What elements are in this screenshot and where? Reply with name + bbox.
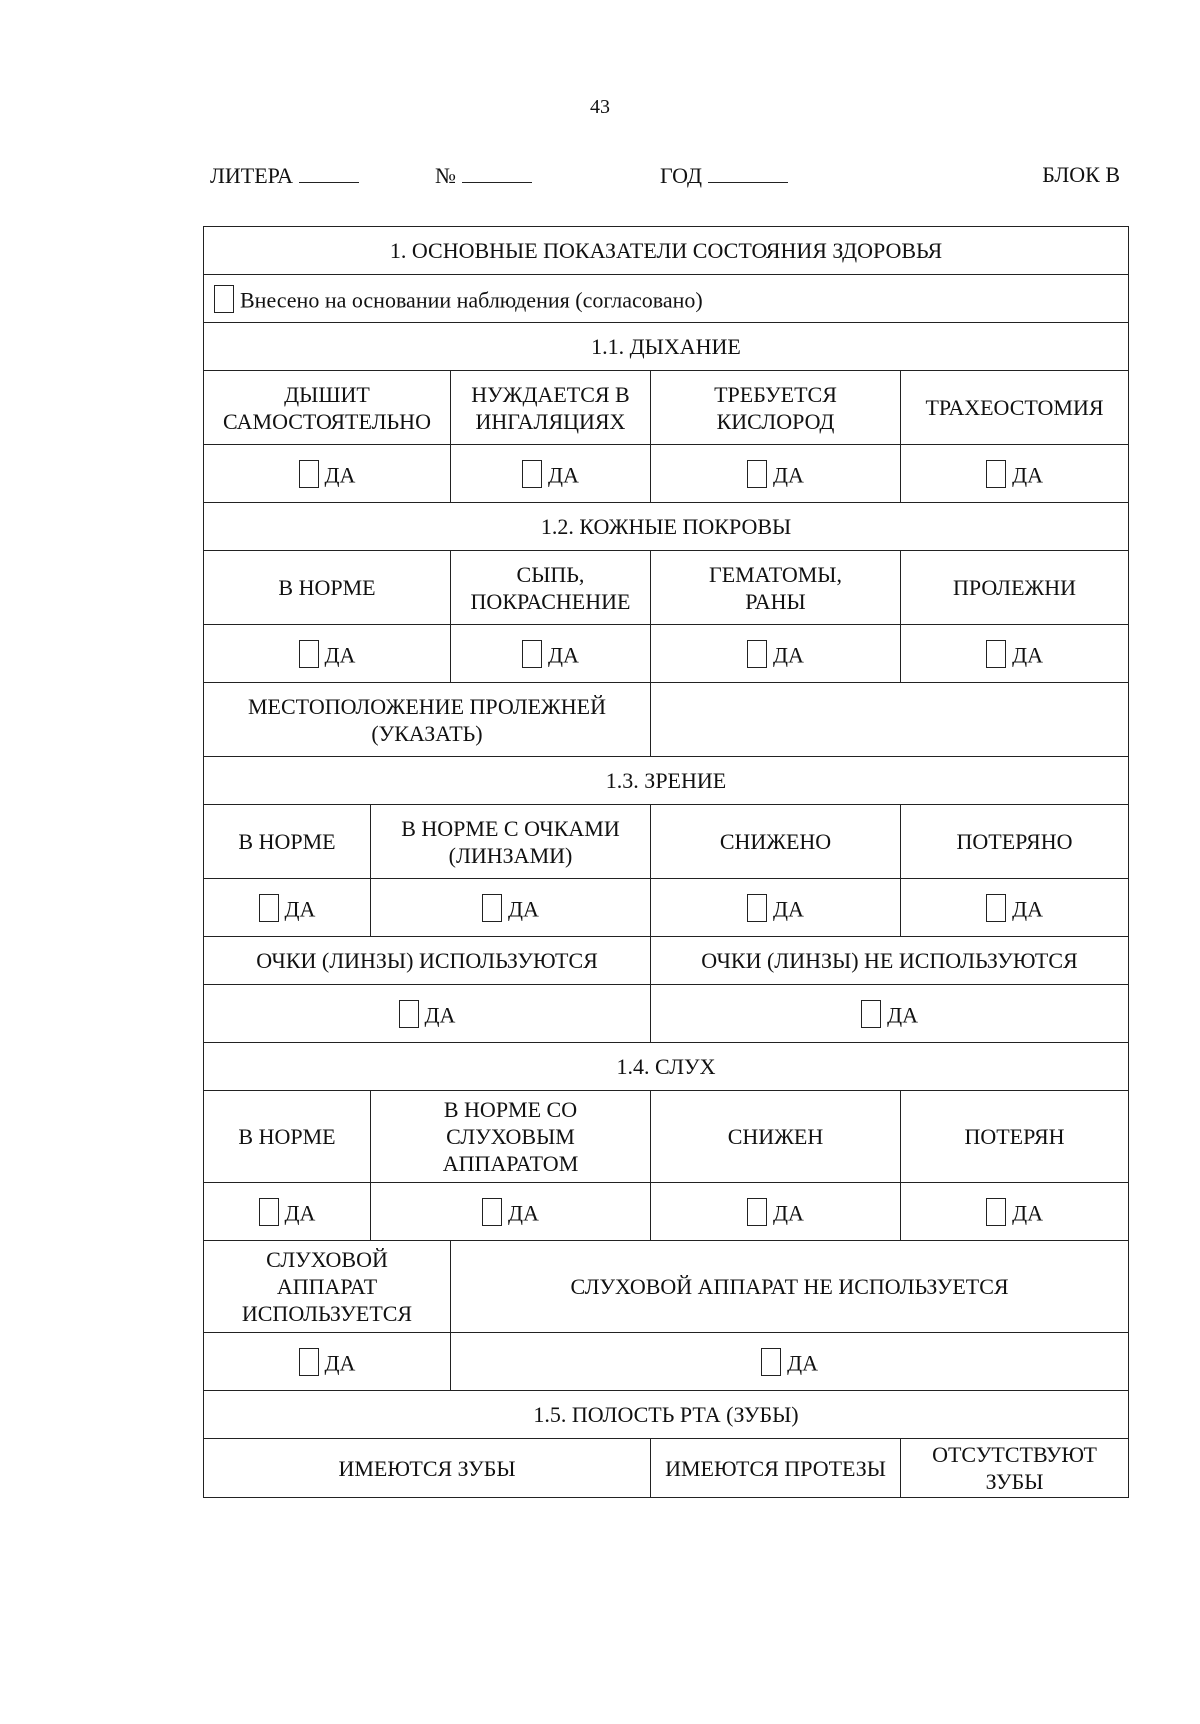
checkbox[interactable] [747, 640, 767, 668]
litera-label: ЛИТЕРА [210, 163, 293, 188]
hearing-option-reduced: СНИЖЕН [651, 1091, 901, 1183]
hearing-option-lost: ПОТЕРЯН [901, 1091, 1129, 1183]
checkbox[interactable] [482, 894, 502, 922]
checkbox[interactable] [747, 460, 767, 488]
breathing-oxygen-yes: ДА [651, 445, 901, 503]
checkbox[interactable] [986, 640, 1006, 668]
vision-lost-yes: ДА [901, 879, 1129, 937]
breathing-option-tracheostomy: ТРАХЕОСТОМИЯ [901, 371, 1129, 445]
breathing-option-inhalation: НУЖДАЕТСЯ В ИНГАЛЯЦИЯХ [451, 371, 651, 445]
hearing-section-title: 1.4. СЛУХ [204, 1043, 1129, 1091]
hearing-normal-yes: ДА [204, 1183, 371, 1241]
oral-option-no-teeth: ОТСУТСТВУЮТ ЗУБЫ [901, 1439, 1129, 1498]
hearing-aid-yes: ДА [371, 1183, 651, 1241]
checkbox[interactable] [299, 1348, 319, 1376]
number-label: № [435, 163, 456, 188]
checkbox[interactable] [522, 640, 542, 668]
breathing-section-title: 1.1. ДЫХАНИЕ [204, 323, 1129, 371]
skin-rash-yes: ДА [451, 625, 651, 683]
vision-glasses-yes: ДА [371, 879, 651, 937]
oral-option-teeth: ИМЕЮТСЯ ЗУБЫ [204, 1439, 651, 1498]
glasses-not-used-label: ОЧКИ (ЛИНЗЫ) НЕ ИСПОЛЬЗУЮТСЯ [651, 937, 1129, 985]
oral-section-title: 1.5. ПОЛОСТЬ РТА (ЗУБЫ) [204, 1391, 1129, 1439]
hearing-reduced-yes: ДА [651, 1183, 901, 1241]
number-field [435, 162, 532, 189]
hearing-option-aid: В НОРМЕ СО СЛУХОВЫМ АППАРАТОМ [371, 1091, 651, 1183]
checkbox[interactable] [522, 460, 542, 488]
checkbox[interactable] [747, 894, 767, 922]
year-blank[interactable] [708, 162, 788, 183]
skin-option-normal: В НОРМЕ [204, 551, 451, 625]
checkbox[interactable] [986, 460, 1006, 488]
glasses-used-label: ОЧКИ (ЛИНЗЫ) ИСПОЛЬЗУЮТСЯ [204, 937, 651, 985]
skin-option-bedsores: ПРОЛЕЖНИ [901, 551, 1129, 625]
glasses-used-yes: ДА [204, 985, 651, 1043]
oral-option-dentures: ИМЕЮТСЯ ПРОТЕЗЫ [651, 1439, 901, 1498]
breathing-inhalation-yes: ДА [451, 445, 651, 503]
litera-blank[interactable] [299, 162, 359, 183]
hearing-lost-yes: ДА [901, 1183, 1129, 1241]
checkbox[interactable] [986, 1198, 1006, 1226]
hearing-option-normal: В НОРМЕ [204, 1091, 371, 1183]
observation-checkbox[interactable] [214, 285, 234, 313]
skin-bedsores-yes: ДА [901, 625, 1129, 683]
block-label: БЛОК В [1042, 162, 1120, 187]
page-number: 43 [590, 96, 610, 118]
bedsore-location-input[interactable] [651, 683, 1129, 757]
breathing-tracheostomy-yes: ДА [901, 445, 1129, 503]
year-label: ГОД [660, 163, 702, 188]
vision-option-lost: ПОТЕРЯНО [901, 805, 1129, 879]
checkbox[interactable] [399, 1000, 419, 1028]
main-section-title: 1. ОСНОВНЫЕ ПОКАЗАТЕЛИ СОСТОЯНИЯ ЗДОРОВЬЯ [204, 227, 1129, 275]
vision-option-reduced: СНИЖЕНО [651, 805, 901, 879]
checkbox[interactable] [299, 460, 319, 488]
skin-bruises-yes: ДА [651, 625, 901, 683]
skin-option-bruises: ГЕМАТОМЫ, РАНЫ [651, 551, 901, 625]
hearing-aid-used-yes: ДА [204, 1333, 451, 1391]
vision-option-normal: В НОРМЕ [204, 805, 371, 879]
litera-field [210, 162, 359, 189]
form-header [210, 162, 1120, 192]
checkbox[interactable] [259, 1198, 279, 1226]
vision-reduced-yes: ДА [651, 879, 901, 937]
checkbox[interactable] [747, 1198, 767, 1226]
number-blank[interactable] [462, 162, 532, 183]
checkbox[interactable] [986, 894, 1006, 922]
hearing-aid-used-label: СЛУХОВОЙ АППАРАТ ИСПОЛЬЗУЕТСЯ [204, 1241, 451, 1333]
health-indicators-form [203, 226, 1129, 1498]
breathing-option-independent: ДЫШИТ САМОСТОЯТЕЛЬНО [204, 371, 451, 445]
checkbox[interactable] [482, 1198, 502, 1226]
skin-normal-yes: ДА [204, 625, 451, 683]
vision-normal-yes: ДА [204, 879, 371, 937]
skin-section-title: 1.2. КОЖНЫЕ ПОКРОВЫ [204, 503, 1129, 551]
checkbox[interactable] [761, 1348, 781, 1376]
glasses-not-used-yes: ДА [651, 985, 1129, 1043]
breathing-independent-yes: ДА [204, 445, 451, 503]
vision-option-glasses: В НОРМЕ С ОЧКАМИ (ЛИНЗАМИ) [371, 805, 651, 879]
checkbox[interactable] [861, 1000, 881, 1028]
checkbox[interactable] [259, 894, 279, 922]
skin-option-rash: СЫПЬ, ПОКРАСНЕНИЕ [451, 551, 651, 625]
vision-section-title: 1.3. ЗРЕНИЕ [204, 757, 1129, 805]
hearing-aid-not-used-label: СЛУХОВОЙ АППАРАТ НЕ ИСПОЛЬЗУЕТСЯ [451, 1241, 1129, 1333]
breathing-option-oxygen: ТРЕБУЕТСЯ КИСЛОРОД [651, 371, 901, 445]
checkbox[interactable] [299, 640, 319, 668]
observation-note-row [204, 275, 1129, 323]
bedsore-location-label: МЕСТОПОЛОЖЕНИЕ ПРОЛЕЖНЕЙ (УКАЗАТЬ) [204, 683, 651, 757]
year-field [660, 162, 788, 189]
observation-note: Внесено на основании наблюдения (согласовано) [240, 286, 703, 312]
hearing-aid-not-used-yes: ДА [451, 1333, 1129, 1391]
